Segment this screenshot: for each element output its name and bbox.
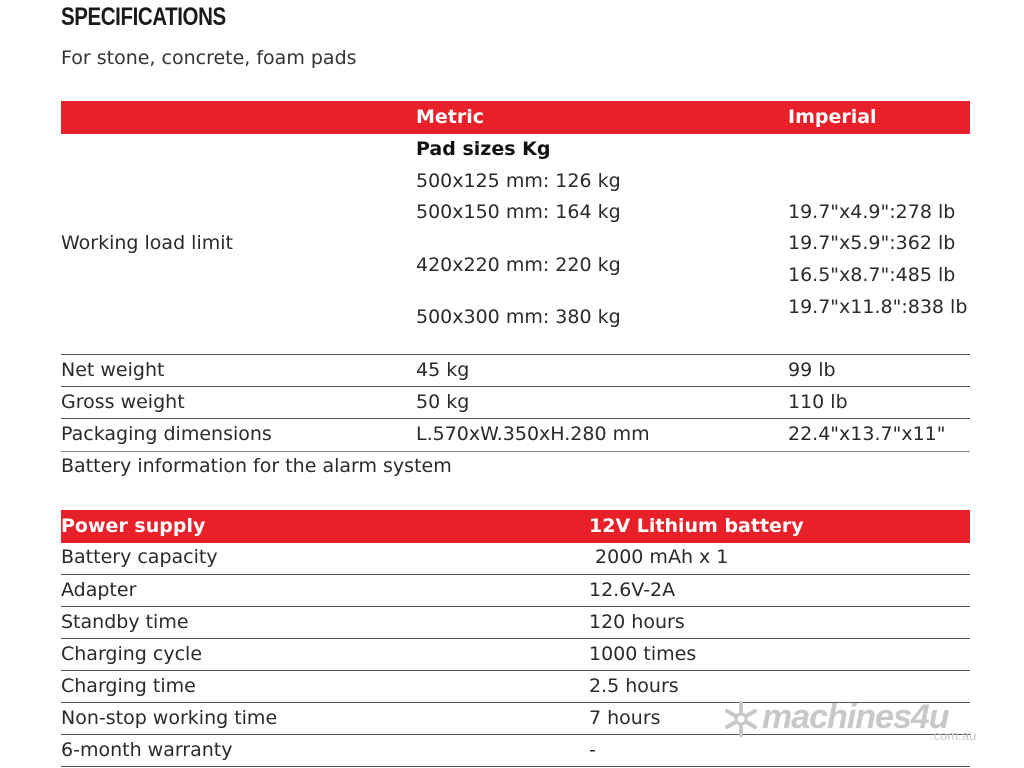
row-divider	[61, 574, 970, 575]
net-weight-metric: 45 kg	[416, 359, 470, 381]
metric-load-2: 500x150 mm: 164 kg	[416, 201, 621, 223]
warranty-value: -	[589, 739, 596, 761]
row-divider	[61, 451, 970, 452]
machines4u-watermark	[722, 700, 992, 745]
charging-time-value: 2.5 hours	[589, 675, 679, 697]
row-divider	[61, 638, 970, 639]
imperial-load-4: 19.7"x11.8":838 lb	[788, 296, 968, 318]
battery-section-title: Battery information for the alarm system	[61, 455, 452, 477]
watermark-domain: .com.au	[930, 728, 977, 743]
power-supply-label: Power supply	[61, 515, 206, 537]
packaging-metric: L.570xW.350xH.280 mm	[416, 423, 650, 445]
pad-sizes-label: Pad sizes Kg	[416, 138, 551, 160]
net-weight-label: Net weight	[61, 359, 165, 381]
imperial-load-3: 16.5"x8.7":485 lb	[788, 264, 956, 286]
watermark-brand: machines4u	[762, 698, 949, 736]
charging-cycle-label: Charging cycle	[61, 643, 203, 665]
warranty-label: 6-month warranty	[61, 739, 233, 761]
charging-cycle-value: 1000 times	[589, 643, 697, 665]
snowflake-icon	[722, 700, 760, 738]
standby-time-value: 120 hours	[589, 611, 685, 633]
working-load-label: Working load limit	[61, 232, 233, 254]
gross-weight-imperial: 110 lb	[788, 391, 848, 413]
net-weight-imperial: 99 lb	[788, 359, 836, 381]
gross-weight-metric: 50 kg	[416, 391, 470, 413]
adapter-label: Adapter	[61, 579, 137, 601]
battery-table-header	[61, 510, 970, 543]
battery-capacity-label: Battery capacity	[61, 546, 218, 568]
row-divider	[61, 354, 970, 355]
imperial-load-1: 19.7"x4.9":278 lb	[788, 201, 956, 223]
row-divider	[61, 418, 970, 419]
working-time-label: Non-stop working time	[61, 707, 278, 729]
spec-table-header	[61, 101, 970, 134]
metric-column-header: Metric	[416, 106, 485, 128]
imperial-load-2: 19.7"x5.9":362 lb	[788, 232, 956, 254]
row-divider	[61, 766, 970, 767]
metric-load-1: 500x125 mm: 126 kg	[416, 170, 621, 192]
metric-load-3: 420x220 mm: 220 kg	[416, 254, 621, 276]
power-supply-value: 12V Lithium battery	[589, 515, 804, 537]
page-subtitle: For stone, concrete, foam pads	[61, 47, 357, 69]
packaging-label: Packaging dimensions	[61, 423, 272, 445]
metric-load-4: 500x300 mm: 380 kg	[416, 306, 621, 328]
gross-weight-label: Gross weight	[61, 391, 185, 413]
imperial-column-header: Imperial	[788, 106, 877, 128]
page-title: SPECIFICATIONS	[61, 3, 226, 31]
packaging-imperial: 22.4"x13.7"x11"	[788, 423, 946, 445]
adapter-value: 12.6V-2A	[589, 579, 676, 601]
working-time-value: 7 hours	[589, 707, 661, 729]
battery-capacity-value: 2000 mAh x 1	[589, 546, 729, 568]
charging-time-label: Charging time	[61, 675, 196, 697]
row-divider	[61, 670, 970, 671]
standby-time-label: Standby time	[61, 611, 189, 633]
row-divider	[61, 606, 970, 607]
row-divider	[61, 386, 970, 387]
